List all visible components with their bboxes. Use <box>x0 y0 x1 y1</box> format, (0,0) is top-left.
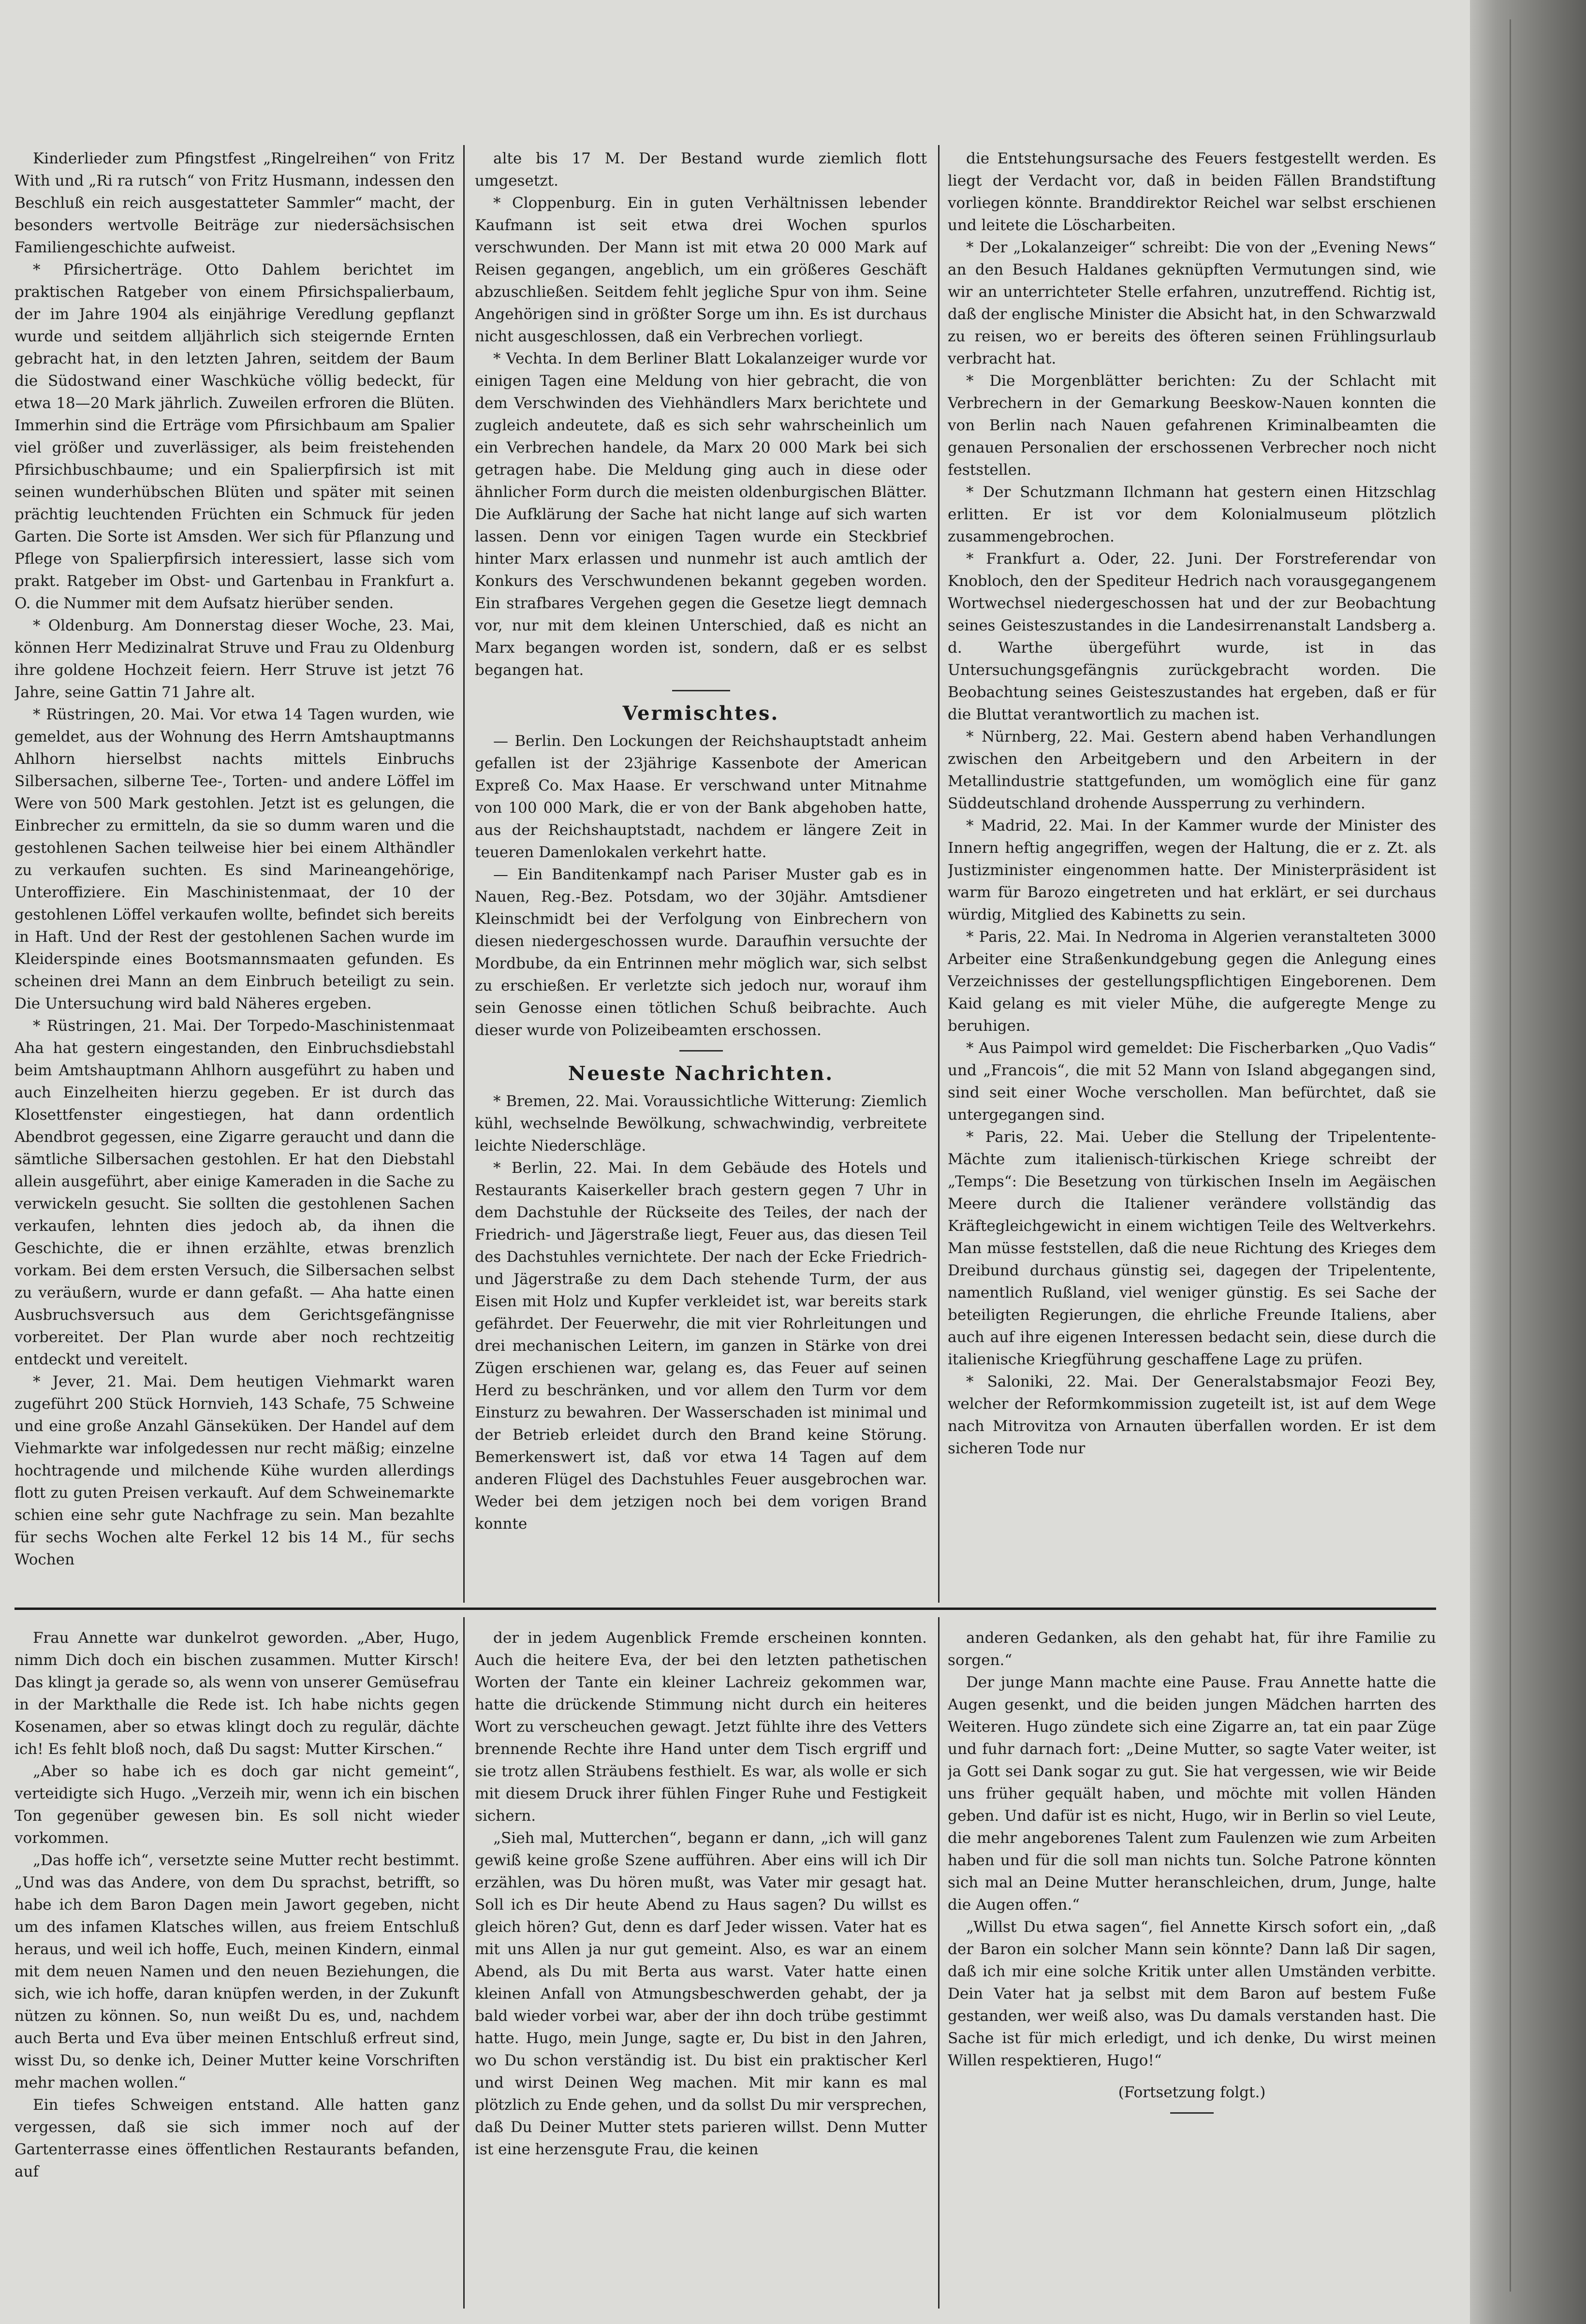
section-heading-vermischtes: Vermischtes. <box>622 702 779 725</box>
section-heading-neueste-nachrichten: Neueste Nachrichten. <box>568 1062 834 1085</box>
article-paragraph: * Paris, 22. Mai. In Nedroma in Algerien veranstalteten 3000 Arbeiter eine Straßenkundgebung gegen die Anlegung eines Verzeichnisses der gestellungspflichtigen Eingeborenen. Dem Kaid gelang es mit vieler Mühe, die aufgeregte Menge zu beruhigen. <box>948 928 1436 1035</box>
column-rule <box>938 145 940 1603</box>
section-divider <box>672 690 730 691</box>
article-paragraph: * Der Schutzmann Ilchmann hat gestern einen Hitzschlag erlitten. Er ist vor dem Kolonialmuseum plötzlich zusammengebrochen. <box>948 483 1436 545</box>
continuation-note: (Fortsetzung folgt.) <box>1118 2084 1266 2101</box>
article-paragraph: * Die Morgenblätter berichten: Zu der Schlacht mit Verbrechern in der Gemarkung Beeskow-Nauen konnten die von Berlin nach Nauen gefahrenen Kriminalbeamten die genauen Personalien der erschossenen Verbrecher noch nicht feststellen. <box>948 372 1436 479</box>
story-paragraph: „Willst Du etwa sagen“, fiel Annette Kirsch sofort ein, „daß der Baron ein solcher Mann sein könnte? Dann laß Dir sagen, daß ich mir eine solche Kritik unter allen Umständen verbitte. Dein Vater hat ja selbst mit dem Baron auf bestem Fuße gestanden, wer weiß also, was Du damals verstanden hast. Die Sache ist für mich erledigt, und ich denke, Du wirst meinen Willen respektieren, Hugo!“ <box>948 1918 1436 2069</box>
feuilleton-separator <box>15 1608 1436 1610</box>
story-paragraph: anderen Gedanken, als den gehabt hat, für ihre Familie zu sorgen.“ <box>948 1629 1436 1669</box>
article-paragraph: * Jever, 21. Mai. Dem heutigen Viehmarkt waren zugeführt 200 Stück Hornvieh, 143 Schafe, 75 Schweine und eine große Anzahl Gänseküken. Der Handel auf dem Viehmarkte war infolgedessen nur recht mäßig; einzelne hochtragende und milchende Kühe wurden allerdings flott zu guten Preisen verkauft. Auf dem Schweinemarkte schien eine sehr gute Nachfrage zu sein. Man bezahlte für sechs Wochen alte Ferkel 12 bis 14 M., für sechs Wochen <box>15 1373 455 1568</box>
article-paragraph: * Bremen, 22. Mai. Voraussichtliche Witterung: Ziemlich kühl, wechselnde Bewölkung, schwachwindig, verbreitete leichte Niederschläge. <box>475 1093 927 1155</box>
article-paragraph: * Aus Paimpol wird gemeldet: Die Fischerbarken „Quo Vadis“ und „Francois“, die mit 52 Mann von Island abgegangen sind, sind seit einer Woche verschollen. Man befürchtet, daß sie untergegangen sind. <box>948 1039 1436 1124</box>
article-paragraph: * Vechta. In dem Berliner Blatt Lokalanzeiger wurde vor einigen Tagen eine Meldung von hier gebracht, die von dem Verschwinden des Viehhändlers Marx berichtete und zugleich andeutete, daß es sich sehr wahrscheinlich um ein Verbrechen handele, da Marx 20 000 Mark bei sich getragen habe. Die Meldung ging auch in diese oder ähnlicher Form durch die meisten oldenburgischen Blätter. Die Aufklärung der Sache hat nicht lange auf sich warten lassen. Denn vor einigen Tagen wurde ein Steckbrief hinter Marx erlassen und nunmehr ist auch amtlich der Konkurs des Verschwundenen bekannt gegeben worden. Ein strafbares Vergehen gegen die Gesetze liegt demnach vor, nur mit dem kleinen Unterschied, daß es nicht an Marx begangen worden ist, sondern, daß er es selbst begangen hat. <box>475 350 927 679</box>
column-rule <box>938 1617 940 2309</box>
article-paragraph: alte bis 17 M. Der Bestand wurde ziemlich flott umgesetzt. <box>475 150 927 190</box>
article-paragraph: * Cloppenburg. Ein in guten Verhältnissen lebender Kaufmann ist seit etwa drei Wochen spurlos verschwunden. Der Mann ist mit etwa 20 000 Mark auf Reisen gegangen, angeblich, um ein größeres Geschäft abzuschließen. Seitdem fehlt jegliche Spur von ihm. Seine Angehörigen sind in größter Sorge um ihn. Es ist durchaus nicht ausgeschlossen, daß ein Verbrechen vorliegt. <box>475 194 927 345</box>
book-binding-edge <box>1470 0 1586 2324</box>
article-paragraph: Kinderlieder zum Pfingstfest „Ringelreihen“ von Fritz With und „Ri ra rutsch“ von Fritz Husmann, indessen den Beschluß ein reich ausgestatteter Sammler“ macht, der besonders wertvolle Beiträge zur niedersächsischen Familiengeschichte aufweist. <box>15 150 455 256</box>
story-paragraph: „Aber so habe ich es doch gar nicht gemeint“, verteidigte sich Hugo. „Verzeih mir, wenn ich ein bischen Ton gegenüber gewesen bin. Es soll nicht wieder vorkommen. <box>15 1763 459 1847</box>
article-paragraph: * Madrid, 22. Mai. In der Kammer wurde der Minister des Innern heftig angegriffen, wegen der Haltung, die er z. Zt. als Justizminister eingenommen hatte. Der Ministerpräsident ist warm für Barozo eingetreten und hat erklärt, er sei durchaus würdig, Mitglied des Kabinetts zu sein. <box>948 817 1436 923</box>
article-paragraph: * Rüstringen, 20. Mai. Vor etwa 14 Tagen wurden, wie gemeldet, aus der Wohnung des Herrn Amtshauptmanns Ahlhorn hierselbst nachts mittels Einbruchs Silbersachen, silberne Tee-, Torten- und andere Löffel im Were von 500 Mark gestohlen. Jetzt ist es gelungen, die Einbrecher zu ermitteln, da sie so dumm waren und die gestohlenen Sachen teilweise hier bei einem Althändler zu verkaufen suchten. Es sind Marineangehörige, Unteroffiziere. Ein Maschinistenmaat, der 10 der gestohlenen Löffel verkaufen wollte, befindet sich bereits in Haft. Und der Rest der gestohlenen Sachen wurde im Kleiderspinde eines Bootsmannsmaaten gefunden. Es scheinen drei Mann an dem Einbruch beteiligt zu sein. Die Untersuchung wird bald Näheres ergeben. <box>15 706 455 1012</box>
story-paragraph: Ein tiefes Schweigen entstand. Alle hatten ganz vergessen, daß sie sich immer noch auf der Gartenterrasse eines öffentlichen Restaurants befanden, auf <box>15 2096 459 2180</box>
article-paragraph: — Berlin. Den Lockungen der Reichshauptstadt anheim gefallen ist der 23jährige Kassenbote der American Expreß Co. Max Haase. Er verschwand unter Mitnahme von 100 000 Mark, die er von der Bank abgehoben hatte, aus der Reichshauptstadt, nachdem er längere Zeit in teueren Damenlokalen verkehrt hatte. <box>475 732 927 861</box>
article-paragraph: * Rüstringen, 21. Mai. Der Torpedo-Maschinistenmaat Aha hat gestern eingestanden, den Einbruchsdiebstahl beim Amtshauptmann Ahlhorn ausgeführt zu haben und auch Einzelheiten hierzu gegeben. Er ist durch das Klosettfenster eingestiegen, hat dann ordentlich Abendbrot gegessen, eine Zigarre geraucht und dann die sämtliche Silbersachen gestohlen. Er hat den Diebstahl allein ausgeführt, aber einige Kameraden in die Sache zu verwickeln gesucht. Sie sollten die gestohlenen Sachen verkaufen, lehnten dies jedoch ab, da ihnen die Geschichte, die er ihnen erzählte, etwas brenzlich vorkam. Bei dem ersten Versuch, die Silbersachen selbst zu veräußern, wurde er dann gefaßt. — Aha hatte einen Ausbruchsversuch aus dem Gerichtsgefängnisse vorbereitet. Der Plan wurde aber noch rechtzeitig entdeckt und vereitelt. <box>15 1017 455 1368</box>
news-column-3 <box>948 147 1436 1603</box>
story-paragraph: der in jedem Augenblick Fremde erscheinen konnten. Auch die heitere Eva, der bei den letzten pathetischen Worten der Tante ein kleiner Lachreiz gekommen war, hatte die drückende Stimmung nicht durch ein heiteres Wort zu verscheuchen gewagt. Jetzt fühlte ihre des Vetters brennende Rechte ihre Hand unter dem Tisch ergriff und sie trotz allen Sträubens festhielt. Es war, als wolle er sich mit diesem Druck ihrer fühlen Finger Ruhe und Festigkeit sichern. <box>475 1629 927 1825</box>
story-paragraph: Frau Annette war dunkelrot geworden. „Aber, Hugo, nimm Dich doch ein bischen zusammen. Mutter Kirsch! Das klingt ja gerade so, als wenn von unserer Gemüsefrau in der Markthalle die Rede ist. Ich habe nichts gegen Kosenamen, aber so etwas klingt doch zu regulär, dächte ich! Es fehlt bloß noch, daß Du sagst: Mutter Kirschen.“ <box>15 1629 459 1758</box>
story-paragraph: „Das hoffe ich“, versetzte seine Mutter recht bestimmt. „Und was das Andere, von dem Du sprachst, betrifft, so habe ich dem Baron Dagen mein Jawort gegeben, nicht um des infamen Klatsches willen, aus freiem Entschluß heraus, und weil ich hoffe, Euch, meinen Kindern, einmal mit dem neuen Namen und den neuen Beziehungen, die sich, wie ich hoffe, daran knüpfen werden, in der Zukunft nützen zu können. So, nun weißt Du es, und, nachdem auch Berta und Eva über meinen Entschluß erfreut sind, wisst Du, so denke ich, Deiner Mutter keine Vorschriften mehr machen wollen.“ <box>15 1852 459 2091</box>
feuilleton-column-2 <box>475 1627 927 2306</box>
news-column-1 <box>15 147 455 1603</box>
article-paragraph: * Oldenburg. Am Donnerstag dieser Woche, 23. Mai, können Herr Medizinalrat Struve und Frau zu Oldenburg ihre goldene Hochzeit feiern. Herr Struve ist jetzt 76 Jahre, seine Gattin 71 Jahre alt. <box>15 617 455 701</box>
article-paragraph: — Ein Banditenkampf nach Pariser Muster gab es in Nauen, Reg.-Bez. Potsdam, wo der 30jähr. Amtsdiener Kleinschmidt bei der Verfolgung von Einbrechern von diesen niedergeschossen wurde. Daraufhin versuchte der Mordbube, da ein Entrinnen mehr möglich war, sich selbst zu erschießen. Er verletzte sich jedoch nur, worauf ihm sein Genosse einen tötlichen Schuß beibrachte. Auch dieser wurde von Polizeibeamten erschossen. <box>475 866 927 1039</box>
column-rule <box>463 145 465 1603</box>
section-divider <box>679 1050 723 1052</box>
story-paragraph: „Sieh mal, Mutterchen“, begann er dann, „ich will ganz gewiß keine große Szene aufführen. Aber eins will ich Dir erzählen, was Du hören mußt, was Vater mir gesagt hat. Soll ich es Dir heute Abend zu Haus sagen? Du willst es gleich hören? Gut, denn es darf Jeder wissen. Vater hat es mit uns Allen ja nur gut gemeint. Also, es war an einem Abend, als Du mit Berta aus warst. Vater hatte einen kleinen Anfall von Atmungsbeschwerden gehabt, der ja bald wieder vorbei war, aber der ihn doch trübe gestimmt hatte. Hugo, mein Junge, sagte er, Du bist in den Jahren, wo Du schon verständig ist. Du bist ein praktischer Kerl und wirst Deinen Weg machen. Mit mir kann es mal plötzlich zu Ende gehen, und da sollst Du mir versprechen, daß Du Deiner Mutter stets parieren willst. Denn Mutter ist eine herzensgute Frau, die keinen <box>475 1829 927 2158</box>
article-paragraph: * Frankfurt a. Oder, 22. Juni. Der Forstreferendar von Knobloch, den der Spediteur Hedrich nach vorausgegangenem Wortwechsel niedergeschossen hat und der zur Beobachtung seines Geisteszustandes in die Landesirrenanstalt Landsberg a. d. Warthe übergeführt wurde, ist in das Untersuchungsgefängnis zurückgebracht worden. Die Beobachtung seines Geisteszustandes hat ergeben, daß er für die Bluttat verantwortlich zu machen ist. <box>948 550 1436 723</box>
binding-shadow-line <box>1510 19 1511 2292</box>
feuilleton-column-1 <box>15 1627 459 2306</box>
article-paragraph: * Der „Lokalanzeiger“ schreibt: Die von der „Evening News“ an den Besuch Haldanes geknüpften Vermutungen sind, wie wir an unterrichteter Stelle erfahren, unzutreffend. Richtig ist, daß der englische Minister die Absicht hat, in den Schwarzwald zu reisen, wo er bereits des öfteren seinen Frühlingsurlaub verbracht hat. <box>948 239 1436 367</box>
column-rule <box>463 1617 465 2309</box>
article-paragraph: * Paris, 22. Mai. Ueber die Stellung der Tripelentente-Mächte zum italienisch-türkischen Kriege schreibt der „Temps“: Die Besetzung von türkischen Inseln im Aegäischen Meere durch die Italiener verändere vollständig das Kräftegleichgewicht in einem wichtigen Teile des Weltverkehrs. Man müsse feststellen, daß die neue Richtung des Krieges dem Dreibund durchaus günstig sei, dagegen der Tripelentente, namentlich Rußland, viel weniger günstig. Es sei Sache der beteiligten Regierungen, die ehrliche Freunde Italiens, aber auch auf ihre eigenen Interessen bedacht sein, diese durch die italienische Kriegführung geschaffene Lage zu prüfen. <box>948 1128 1436 1368</box>
feuilleton-column-3 <box>948 1627 1436 2306</box>
article-paragraph: die Entstehungsursache des Feuers festgestellt werden. Es liegt der Verdacht vor, daß in beiden Fällen Brandstiftung vorliegen könnte. Branddirektor Reichel war selbst erschienen und leitete die Löscharbeiten. <box>948 150 1436 234</box>
article-paragraph: * Berlin, 22. Mai. In dem Gebäude des Hotels und Restaurants Kaiserkeller brach gestern gegen 7 Uhr in dem Dachstuhle der Rückseite des Teiles, der nach der Friedrich- und Jägerstraße liegt, Feuer aus, das diesen Teil des Dachstuhles vernichtete. Der nach der Ecke Friedrich- und Jägerstraße zu dem Dach stehende Turm, der aus Eisen mit Holz und Kupfer verkleidet ist, war bereits stark gefährdet. Der Feuerwehr, die mit vier Rohrleitungen und drei mechanischen Leitern, im ganzen in Stärke von drei Zügen erschienen war, gelang es, das Feuer auf seinen Herd zu beschränken, und vor allem den Turm vor dem Einsturz zu bewahren. Der Wasserschaden ist minimal und der Betrieb erleidet durch den Brand keine Störung. Bemerkenswert ist, daß vor etwa 14 Tagen auf dem anderen Flügel des Dachstuhles Feuer ausgebrochen war. Weder bei dem jetzigen noch bei dem vorigen Brand konnte <box>475 1159 927 1533</box>
article-paragraph: * Nürnberg, 22. Mai. Gestern abend haben Verhandlungen zwischen den Arbeitgebern und den Arbeitern in der Metallindustrie stattgefunden, um womöglich eine für ganz Süddeutschland drohende Aussperrung zu verhindern. <box>948 728 1436 812</box>
end-divider <box>1170 2112 1214 2114</box>
article-paragraph: * Pfirsicherträge. Otto Dahlem berichtet im praktischen Ratgeber von einem Pfirsichspalierbaum, der im Jahre 1904 als einjährige Veredlung gepflanzt wurde und seitdem alljährlich sich steigernde Ernten gebracht hat, in den letzten Jahren, seitdem der Baum die Südostwand einer Waschküche völlig bedeckt, für etwa 18—20 Mark jährlich. Zuweilen erfroren die Blüten. Immerhin sind die Erträge vom Pfirsichbaum am Spalier viel größer und zuverlässiger, als beim freistehenden Pfirsichbuschbaume; und ein Spalierpfirsich ist mit seinen wunderhübschen Blüten und später mit seinen prächtig leuchtenden Früchten ein Schmuck für jeden Garten. Die Sorte ist Amsden. Wer sich für Pflanzung und Pflege von Spalierpfirsich interessiert, lasse sich vom prakt. Ratgeber im Obst- und Gartenbau in Frankfurt a. O. die Nummer mit dem Aufsatz hierüber senden. <box>15 261 455 612</box>
article-paragraph: * Saloniki, 22. Mai. Der Generalstabsmajor Feozi Bey, welcher der Reformkommission zugeteilt ist, ist auf dem Wege nach Mitrovitza von Arnauten überfallen worden. Er ist dem sicheren Tode nur <box>948 1373 1436 1457</box>
story-paragraph: Der junge Mann machte eine Pause. Frau Annette hatte die Augen gesenkt, und die beiden jungen Mädchen harrten des Weiteren. Hugo zündete sich eine Zigarre an, tat ein paar Züge und fuhr darnach fort: „Deine Mutter, so sagte Vater weiter, ist ja Gott sei Dank sogar zu gut. Sie hat vergessen, wie wir Beide uns früher gequält haben, und möchte mit vollen Händen geben. Und dafür ist es nicht, Hugo, wir in Berlin so viel Leute, die mehr angeborenes Talent zum Faulenzen wie zum Arbeiten haben und für die soll man nichts tun. Solche Patrone könnten sich mal an Deine Mutter heranschleichen, drum, Junge, halte die Augen offen.“ <box>948 1674 1436 1914</box>
news-column-2 <box>475 147 927 1603</box>
